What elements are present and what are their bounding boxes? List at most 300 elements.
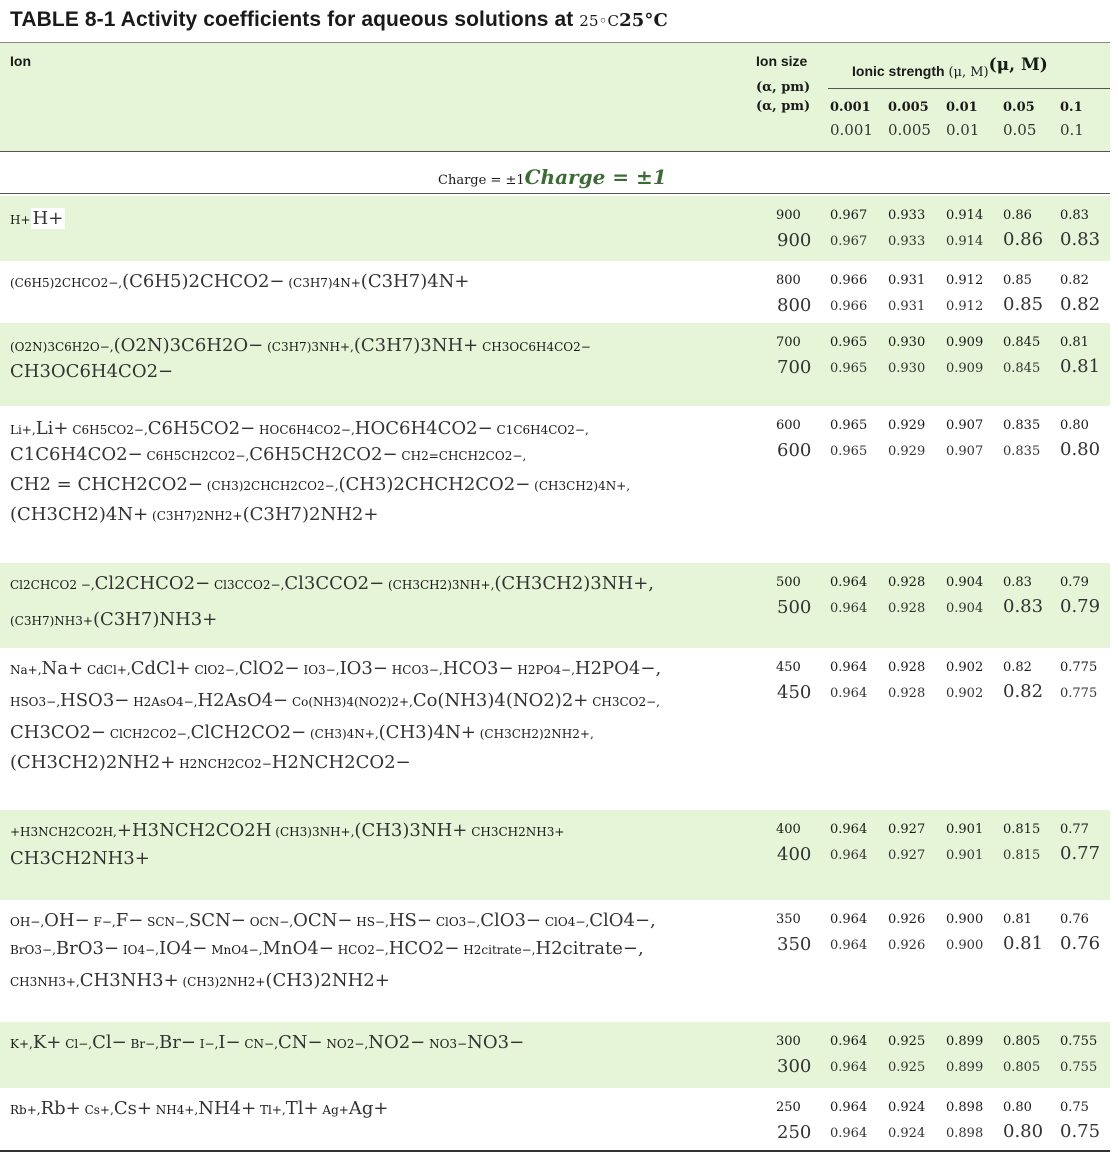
activity-coefficient-render: 0.901 bbox=[946, 848, 984, 863]
ion-plain-text: (C3H7)3NH+, bbox=[267, 340, 354, 354]
activity-coefficient: 0.902 bbox=[946, 660, 984, 675]
ion-plain-text: F−, bbox=[93, 915, 116, 929]
activity-coefficient: 0.967 bbox=[830, 208, 868, 223]
ion-plain-text: CN−, bbox=[244, 1037, 278, 1051]
activity-coefficient: 0.929 bbox=[888, 418, 926, 433]
activity-coefficient-render: 0.933 bbox=[888, 234, 926, 249]
activity-coefficient-render: 0.76 bbox=[1060, 933, 1101, 954]
ion-plain-text: CH3OC6H4CO2− bbox=[482, 340, 591, 354]
activity-coefficient-render: 0.967 bbox=[830, 234, 868, 249]
activity-coefficient-render: 0.964 bbox=[830, 848, 868, 863]
activity-coefficient-render: 0.81 bbox=[1060, 356, 1101, 377]
ion-formula: ClCH2CO2− bbox=[190, 722, 307, 743]
ion-plain-text: HOC6H4CO2−, bbox=[259, 423, 355, 437]
activity-coefficient: 0.909 bbox=[946, 335, 984, 350]
ion-species-line bbox=[10, 822, 564, 840]
activity-coefficient: 0.75 bbox=[1060, 1100, 1089, 1115]
ion-size-value: 800 bbox=[776, 273, 801, 288]
ion-species-line bbox=[10, 420, 589, 438]
header-mu-value-render: 0.05 bbox=[1003, 121, 1037, 139]
header-mu-value-render: 0.01 bbox=[946, 121, 980, 139]
ion-plain-text: CH3CO2−, bbox=[592, 695, 660, 709]
header-mu-value: 0.005 bbox=[888, 100, 929, 115]
ion-size-value: 700 bbox=[776, 335, 801, 350]
header-divider bbox=[828, 88, 1110, 89]
ion-formula: Br− bbox=[158, 1032, 196, 1053]
ion-formula: H+ bbox=[32, 208, 64, 229]
activity-coefficient: 0.926 bbox=[888, 912, 926, 927]
activity-coefficient: 0.775 bbox=[1060, 660, 1098, 675]
activity-coefficient: 0.86 bbox=[1003, 208, 1032, 223]
ion-formula: K+ bbox=[32, 1032, 62, 1053]
ion-formula: (CH3)3NH+ bbox=[354, 820, 468, 841]
ion-plain-text: HS−, bbox=[356, 915, 389, 929]
ion-size-value-render: 600 bbox=[777, 440, 812, 461]
header-ionic-strength-unit-math: (μ, M) bbox=[988, 55, 1048, 75]
ion-size-value: 350 bbox=[776, 912, 801, 927]
ion-species-line bbox=[10, 476, 630, 494]
ion-formula: (CH3CH2)3NH+, bbox=[494, 573, 654, 594]
activity-coefficient-render: 0.907 bbox=[946, 444, 984, 459]
ion-size-value-render: 800 bbox=[777, 295, 812, 316]
ion-formula: Cs+ bbox=[113, 1098, 152, 1119]
ion-species-line bbox=[10, 611, 217, 629]
activity-coefficient: 0.965 bbox=[830, 335, 868, 350]
table-row bbox=[0, 648, 1110, 810]
activity-coefficient-render: 0.925 bbox=[888, 1060, 926, 1075]
ion-formula: C6H5CH2CO2− bbox=[249, 444, 398, 465]
table-bottom-rule bbox=[0, 1150, 1110, 1152]
table-row bbox=[0, 261, 1110, 323]
header-mu-value-render: 0.1 bbox=[1060, 121, 1084, 139]
ion-plain-text: SCN−, bbox=[147, 915, 189, 929]
ion-formula: NH4+ bbox=[198, 1098, 257, 1119]
ion-formula: IO4− bbox=[158, 938, 208, 959]
activity-coefficient-render: 0.924 bbox=[888, 1126, 926, 1141]
activity-coefficient: 0.966 bbox=[830, 273, 868, 288]
ion-formula: IO3− bbox=[339, 658, 388, 679]
activity-coefficient-render: 0.899 bbox=[946, 1060, 984, 1075]
ion-size-value-render: 350 bbox=[777, 934, 812, 955]
ion-plain-text: (CH3)4N+, bbox=[310, 727, 379, 741]
ion-species-line bbox=[10, 660, 661, 678]
ion-formula: ClO2− bbox=[238, 658, 300, 679]
activity-coefficient-render: 0.83 bbox=[1060, 229, 1101, 250]
ion-formula: OCN− bbox=[293, 910, 353, 931]
ion-formula: (C3H7)2NH2+ bbox=[242, 504, 379, 525]
ion-formula: (CH3)2CHCH2CO2− bbox=[338, 474, 531, 495]
ion-formula: (C3H7)4N+ bbox=[360, 271, 470, 292]
activity-coefficient-render: 0.81 bbox=[1003, 933, 1044, 954]
table-title bbox=[10, 8, 668, 34]
activity-coefficient-render: 0.912 bbox=[946, 299, 984, 314]
ion-plain-text: Cs+, bbox=[84, 1103, 114, 1117]
ion-size-value-render: 900 bbox=[777, 230, 812, 251]
ion-plain-text: H2AsO4−, bbox=[133, 695, 198, 709]
activity-coefficient-render: 0.964 bbox=[830, 601, 868, 616]
header-ionic-strength-unit: (μ, M) bbox=[948, 65, 989, 80]
ion-plain-text: NO2−, bbox=[326, 1037, 369, 1051]
ion-formula: HCO2− bbox=[388, 938, 460, 959]
ion-formula: Ag+ bbox=[348, 1098, 389, 1119]
ion-formula: BrO3− bbox=[55, 938, 120, 959]
activity-coefficient-render: 0.845 bbox=[1003, 361, 1041, 376]
ion-plain-text: MnO4−, bbox=[211, 943, 263, 957]
ion-species-line bbox=[10, 446, 526, 464]
ion-plain-text: Br−, bbox=[130, 1037, 159, 1051]
activity-coefficient-render: 0.926 bbox=[888, 938, 926, 953]
ion-species-line bbox=[10, 940, 644, 958]
ion-plain-text: HCO2−, bbox=[337, 943, 389, 957]
ion-plain-text: ClO4−, bbox=[544, 915, 590, 929]
activity-coefficient-render: 0.930 bbox=[888, 361, 926, 376]
activity-coefficient-render: 0.964 bbox=[830, 1060, 868, 1075]
ion-formula: CH3CH2NH3+ bbox=[10, 848, 150, 869]
activity-coefficient: 0.85 bbox=[1003, 273, 1032, 288]
ion-plain-text: (CH3)3NH+, bbox=[275, 825, 355, 839]
activity-coefficient-render: 0.966 bbox=[830, 299, 868, 314]
charge-label bbox=[438, 165, 667, 189]
activity-coefficient: 0.914 bbox=[946, 208, 984, 223]
ion-formula: CH3NH3+ bbox=[79, 970, 179, 991]
ion-species-line bbox=[10, 754, 411, 772]
activity-coefficient-render: 0.80 bbox=[1060, 439, 1101, 460]
activity-coefficient: 0.82 bbox=[1060, 273, 1089, 288]
activity-coefficient: 0.901 bbox=[946, 822, 984, 837]
activity-coefficient-render: 0.964 bbox=[830, 686, 868, 701]
activity-coefficient-render: 0.85 bbox=[1003, 294, 1044, 315]
ion-formula: CN− bbox=[277, 1032, 323, 1053]
activity-coefficient-render: 0.914 bbox=[946, 234, 984, 249]
activity-coefficient-render: 0.82 bbox=[1060, 294, 1101, 315]
ion-size-value: 600 bbox=[776, 418, 801, 433]
ion-plain-text: Cl3CCO2−, bbox=[213, 578, 285, 592]
activity-coefficient: 0.930 bbox=[888, 335, 926, 350]
ion-formula: H2AsO4− bbox=[197, 690, 289, 711]
activity-coefficient-render: 0.75 bbox=[1060, 1121, 1101, 1142]
ion-size-value-render: 450 bbox=[777, 682, 812, 703]
ion-plain-text: H+ bbox=[10, 213, 31, 227]
activity-coefficient: 0.931 bbox=[888, 273, 926, 288]
table-row bbox=[0, 1022, 1110, 1088]
activity-coefficient: 0.925 bbox=[888, 1034, 926, 1049]
title-text: TABLE 8-1 Activity coefficients for aqueous solutions at bbox=[10, 8, 574, 31]
ion-formula: Rb+ bbox=[40, 1098, 81, 1119]
activity-coefficient: 0.80 bbox=[1060, 418, 1089, 433]
activity-coefficient: 0.964 bbox=[830, 660, 868, 675]
activity-coefficient-render: 0.805 bbox=[1003, 1060, 1041, 1075]
activity-coefficient: 0.77 bbox=[1060, 822, 1089, 837]
activity-coefficient-render: 0.909 bbox=[946, 361, 984, 376]
ion-formula: H2NCH2CO2− bbox=[271, 752, 411, 773]
ion-size-value-render: 400 bbox=[777, 844, 812, 865]
ion-plain-text: OH−, bbox=[10, 915, 45, 929]
title-temperature-math: 25°C bbox=[619, 10, 668, 31]
activity-coefficient: 0.964 bbox=[830, 1100, 868, 1115]
title-temperature-plain: 25◦C bbox=[579, 12, 620, 30]
ion-formula: Co(NH3)4(NO2)2+ bbox=[412, 690, 589, 711]
activity-coefficient: 0.964 bbox=[830, 575, 868, 590]
ion-species-line bbox=[10, 337, 591, 355]
activity-coefficient-render: 0.898 bbox=[946, 1126, 984, 1141]
activity-coefficient: 0.80 bbox=[1003, 1100, 1032, 1115]
activity-coefficient: 0.835 bbox=[1003, 418, 1041, 433]
ion-formula: +H3NCH2CO2H bbox=[116, 820, 272, 841]
ion-species-line bbox=[10, 210, 65, 228]
ion-plain-text: CH2=CHCH2CO2−, bbox=[401, 449, 527, 463]
ion-plain-text: (CH3CH2)3NH+, bbox=[388, 578, 495, 592]
ion-formula: (CH3)2NH2+ bbox=[265, 970, 390, 991]
table-header bbox=[0, 42, 1110, 152]
ion-formula: (C3H7)3NH+ bbox=[353, 335, 479, 356]
activity-coefficient-render: 0.931 bbox=[888, 299, 926, 314]
activity-coefficient: 0.81 bbox=[1003, 912, 1032, 927]
activity-coefficient-render: 0.964 bbox=[830, 1126, 868, 1141]
ion-plain-text: BrO3−, bbox=[10, 943, 56, 957]
header-mu-value-render: 0.005 bbox=[888, 121, 931, 139]
header-ionic-strength-label: Ionic strength bbox=[852, 63, 945, 79]
activity-coefficient: 0.964 bbox=[830, 912, 868, 927]
activity-coefficient-render: 0.928 bbox=[888, 601, 926, 616]
activity-coefficient-render: 0.965 bbox=[830, 444, 868, 459]
activity-coefficient-render: 0.755 bbox=[1060, 1060, 1098, 1075]
activity-coefficient-render: 0.80 bbox=[1003, 1121, 1044, 1142]
ion-plain-text: (C6H5)2CHCO2−, bbox=[10, 276, 123, 290]
ion-species-line bbox=[10, 506, 378, 524]
ion-formula: (CH3)4N+ bbox=[378, 722, 476, 743]
ion-plain-text: C1C6H4CO2−, bbox=[496, 423, 589, 437]
ion-size-value-render: 300 bbox=[777, 1056, 812, 1077]
activity-coefficient: 0.927 bbox=[888, 822, 926, 837]
ion-plain-text: ClCH2CO2−, bbox=[109, 727, 191, 741]
ion-formula: SCN− bbox=[188, 910, 246, 931]
ion-plain-text: Na+, bbox=[10, 663, 42, 677]
activity-coefficient: 0.933 bbox=[888, 208, 926, 223]
charge-label-math: Charge = ±1 bbox=[524, 165, 667, 189]
activity-coefficient: 0.83 bbox=[1003, 575, 1032, 590]
activity-coefficient: 0.899 bbox=[946, 1034, 984, 1049]
ion-size-value: 500 bbox=[776, 575, 801, 590]
header-mu-value: 0.1 bbox=[1060, 100, 1083, 115]
activity-coefficient-render: 0.900 bbox=[946, 938, 984, 953]
ion-plain-text: Ag+ bbox=[322, 1103, 349, 1117]
ion-formula: H2PO4−, bbox=[574, 658, 662, 679]
activity-coefficient: 0.755 bbox=[1060, 1034, 1098, 1049]
ion-plain-text: Co(NH3)4(NO2)2+, bbox=[291, 695, 413, 709]
ion-plain-text: I−, bbox=[199, 1037, 219, 1051]
ion-species-line bbox=[10, 972, 390, 990]
ion-formula: Cl− bbox=[92, 1032, 127, 1053]
ion-plain-text: Tl+, bbox=[260, 1103, 286, 1117]
ion-formula: CdCl+ bbox=[130, 658, 191, 679]
ion-formula: MnO4− bbox=[262, 938, 334, 959]
activity-coefficient: 0.912 bbox=[946, 273, 984, 288]
ion-plain-text: Cl−, bbox=[65, 1037, 93, 1051]
activity-coefficient: 0.965 bbox=[830, 418, 868, 433]
table-row bbox=[0, 406, 1110, 563]
activity-coefficient: 0.900 bbox=[946, 912, 984, 927]
ion-formula: (CH3CH2)4N+ bbox=[10, 504, 149, 525]
activity-coefficient: 0.815 bbox=[1003, 822, 1041, 837]
activity-coefficient: 0.76 bbox=[1060, 912, 1089, 927]
activity-coefficient-render: 0.86 bbox=[1003, 229, 1044, 250]
activity-coefficient: 0.805 bbox=[1003, 1034, 1041, 1049]
ion-species-line bbox=[10, 1034, 524, 1052]
ion-plain-text: CdCl+, bbox=[86, 663, 131, 677]
ion-formula: Li+ bbox=[35, 418, 69, 439]
ion-plain-text: K+, bbox=[10, 1037, 33, 1051]
ion-plain-text: (CH3)2CHCH2CO2−, bbox=[206, 479, 339, 493]
ion-plain-text: CH3NH3+, bbox=[10, 975, 80, 989]
table-row bbox=[0, 196, 1110, 261]
ion-formula: CH3CO2− bbox=[10, 722, 106, 743]
header-ion-size-unit: (α, pm) bbox=[756, 80, 811, 95]
ion-plain-text: C6H5CH2CO2−, bbox=[146, 449, 250, 463]
ion-plain-text: H2citrate−, bbox=[463, 943, 536, 957]
ion-plain-text: Rb+, bbox=[10, 1103, 41, 1117]
ion-species-line bbox=[10, 1100, 388, 1118]
ion-formula: Tl+ bbox=[285, 1098, 319, 1119]
ion-formula: NO3− bbox=[467, 1032, 525, 1053]
table-row bbox=[0, 563, 1110, 648]
header-ionic-strength bbox=[852, 55, 1048, 81]
ion-size-value: 400 bbox=[776, 822, 801, 837]
activity-coefficient-render: 0.904 bbox=[946, 601, 984, 616]
activity-coefficient: 0.964 bbox=[830, 822, 868, 837]
ion-formula: Na+ bbox=[41, 658, 84, 679]
activity-coefficient: 0.82 bbox=[1003, 660, 1032, 675]
activity-coefficient: 0.845 bbox=[1003, 335, 1041, 350]
ion-size-value-render: 250 bbox=[777, 1122, 812, 1143]
ion-formula: HOC6H4CO2− bbox=[354, 418, 493, 439]
ion-formula: Cl2CHCO2− bbox=[94, 573, 211, 594]
ion-formula: (CH3CH2)2NH2+ bbox=[10, 752, 176, 773]
activity-coefficient: 0.898 bbox=[946, 1100, 984, 1115]
ion-plain-text: (CH3)2NH2+ bbox=[182, 975, 266, 989]
ion-size-value: 250 bbox=[776, 1100, 801, 1115]
activity-coefficient-render: 0.815 bbox=[1003, 848, 1041, 863]
ion-plain-text: H2NCH2CO2− bbox=[179, 757, 272, 771]
ion-species-line bbox=[10, 850, 150, 868]
activity-coefficient-render: 0.928 bbox=[888, 686, 926, 701]
activity-coefficient-render: 0.82 bbox=[1003, 681, 1044, 702]
ion-plain-text: HSO3−, bbox=[10, 695, 61, 709]
activity-coefficient-render: 0.927 bbox=[888, 848, 926, 863]
activity-coefficient-render: 0.965 bbox=[830, 361, 868, 376]
ion-species-line bbox=[10, 912, 656, 930]
ion-formula: CH2 = CHCH2CO2− bbox=[10, 474, 203, 495]
ion-formula: (C6H5)2CHCO2− bbox=[122, 271, 285, 292]
ion-plain-text: (CH3CH2)4N+, bbox=[534, 479, 631, 493]
ion-species-line bbox=[10, 692, 660, 710]
ion-size-value: 900 bbox=[776, 208, 801, 223]
ion-formula: I− bbox=[218, 1032, 241, 1053]
activity-coefficient-render: 0.775 bbox=[1060, 686, 1098, 701]
table-row bbox=[0, 323, 1110, 406]
header-mu-value: 0.001 bbox=[830, 100, 871, 115]
ion-size-value-render: 700 bbox=[777, 357, 812, 378]
ion-plain-text: CH3CH2NH3+ bbox=[471, 825, 565, 839]
ion-plain-text: +H3NCH2CO2H, bbox=[10, 825, 117, 839]
header-mu-value: 0.01 bbox=[946, 100, 978, 115]
ion-species-line bbox=[10, 363, 173, 381]
ion-plain-text: HCO3−, bbox=[391, 663, 443, 677]
ion-plain-text: IO3−, bbox=[303, 663, 340, 677]
activity-coefficient: 0.924 bbox=[888, 1100, 926, 1115]
ion-plain-text: H2PO4−, bbox=[517, 663, 575, 677]
ion-formula: C6H5CO2− bbox=[147, 418, 256, 439]
charge-section-header bbox=[0, 151, 1110, 194]
ion-plain-text: (O2N)3C6H2O−, bbox=[10, 340, 114, 354]
ion-formula: F− bbox=[115, 910, 144, 931]
ion-formula: HCO3− bbox=[442, 658, 514, 679]
ion-plain-text: (C3H7)2NH2+ bbox=[152, 509, 243, 523]
header-ion-size-unit-math: (α, pm) bbox=[756, 99, 811, 114]
charge-label-plain: Charge = ±1 bbox=[438, 173, 525, 188]
ion-plain-text: NH4+, bbox=[155, 1103, 199, 1117]
header-ion-size: Ion size bbox=[756, 53, 808, 69]
ion-size-value-render: 500 bbox=[777, 597, 812, 618]
ion-plain-text: ClO2−, bbox=[194, 663, 239, 677]
table-row bbox=[0, 900, 1110, 1022]
ion-plain-text: Li+, bbox=[10, 423, 36, 437]
ion-formula: NO2− bbox=[368, 1032, 426, 1053]
ion-formula: CH3OC6H4CO2− bbox=[10, 361, 174, 382]
ion-formula: OH− bbox=[44, 910, 90, 931]
ion-plain-text: (CH3CH2)2NH2+, bbox=[479, 727, 594, 741]
ion-formula: HSO3− bbox=[60, 690, 130, 711]
activity-coefficient: 0.907 bbox=[946, 418, 984, 433]
ion-plain-text: OCN−, bbox=[249, 915, 294, 929]
table-row bbox=[0, 1088, 1110, 1150]
ion-formula: C1C6H4CO2− bbox=[10, 444, 143, 465]
ion-species-line bbox=[10, 724, 594, 742]
ion-formula: (C3H7)NH3+ bbox=[92, 609, 218, 630]
ion-plain-text: C6H5CO2−, bbox=[72, 423, 148, 437]
ion-species-line bbox=[10, 575, 654, 593]
ion-size-value: 450 bbox=[776, 660, 801, 675]
activity-coefficient-render: 0.835 bbox=[1003, 444, 1041, 459]
activity-coefficient: 0.928 bbox=[888, 660, 926, 675]
activity-coefficient-render: 0.83 bbox=[1003, 596, 1044, 617]
ion-plain-text: IO4−, bbox=[122, 943, 159, 957]
activity-coefficient: 0.964 bbox=[830, 1034, 868, 1049]
activity-coefficient-render: 0.77 bbox=[1060, 843, 1101, 864]
activity-coefficient: 0.904 bbox=[946, 575, 984, 590]
ion-plain-text: (C3H7)4N+ bbox=[288, 276, 361, 290]
activity-coefficient: 0.79 bbox=[1060, 575, 1089, 590]
ion-formula: Cl3CCO2− bbox=[284, 573, 385, 594]
activity-coefficient-render: 0.929 bbox=[888, 444, 926, 459]
ion-size-value: 300 bbox=[776, 1034, 801, 1049]
ion-plain-text: (C3H7)NH3+ bbox=[10, 614, 93, 628]
ion-plain-text: NO3− bbox=[429, 1037, 468, 1051]
header-mu-value: 0.05 bbox=[1003, 100, 1035, 115]
activity-coefficient-render: 0.964 bbox=[830, 938, 868, 953]
table-row bbox=[0, 810, 1110, 900]
activity-coefficient: 0.928 bbox=[888, 575, 926, 590]
activity-coefficient-render: 0.79 bbox=[1060, 596, 1101, 617]
header-mu-value-render: 0.001 bbox=[830, 121, 873, 139]
ion-formula: HS− bbox=[388, 910, 432, 931]
ion-formula: ClO4−, bbox=[589, 910, 656, 931]
activity-coefficient: 0.81 bbox=[1060, 335, 1089, 350]
header-ion: Ion bbox=[10, 53, 31, 69]
activity-coefficient: 0.83 bbox=[1060, 208, 1089, 223]
activity-coefficient-render: 0.902 bbox=[946, 686, 984, 701]
ion-formula: H2citrate−, bbox=[535, 938, 644, 959]
ion-formula: ClO3− bbox=[480, 910, 542, 931]
